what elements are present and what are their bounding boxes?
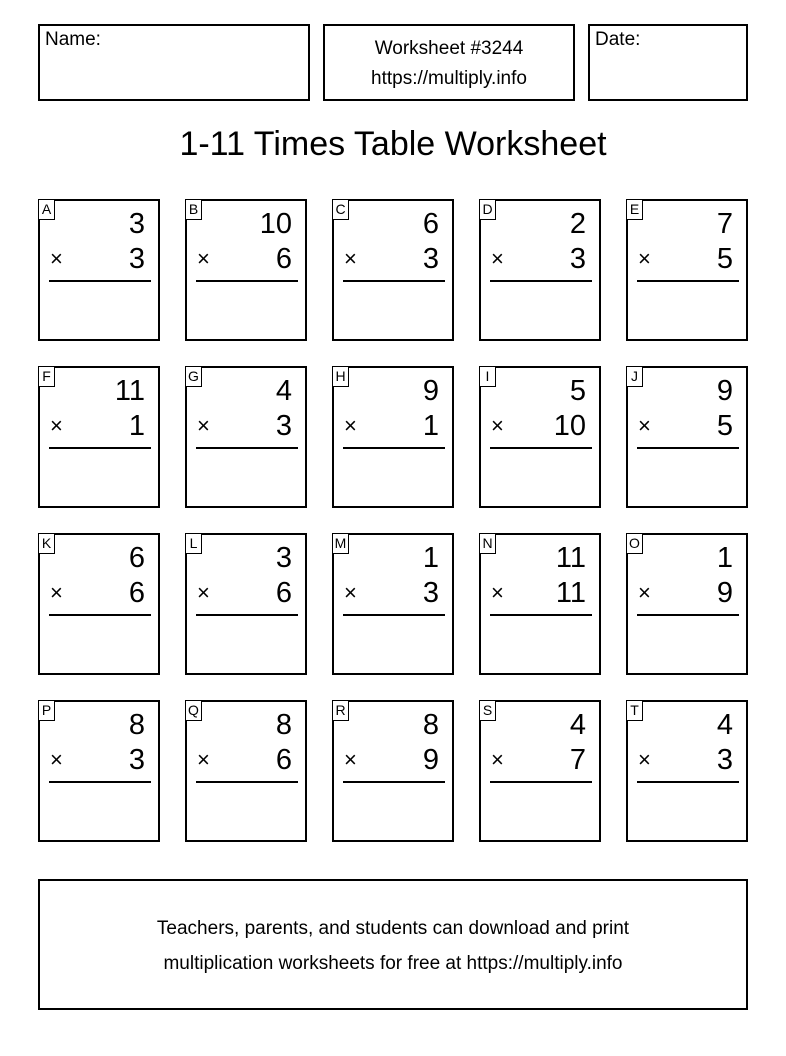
answer-line bbox=[343, 781, 445, 783]
problem-multiplicand: 4 bbox=[569, 709, 586, 741]
multiply-sign: × bbox=[197, 413, 210, 438]
date-label: Date: bbox=[595, 29, 641, 50]
problem-letter: S bbox=[479, 700, 496, 721]
problem-grid bbox=[38, 199, 750, 844]
multiply-sign: × bbox=[50, 747, 63, 772]
problem-multiplicand: 10 bbox=[259, 208, 292, 240]
answer-line bbox=[490, 614, 592, 616]
answer-line bbox=[49, 781, 151, 783]
problem-card bbox=[626, 366, 748, 508]
problem-multiplier: 6 bbox=[275, 744, 292, 776]
answer-line bbox=[343, 447, 445, 449]
problem-card bbox=[626, 700, 748, 842]
problem-multiplier: 3 bbox=[128, 744, 145, 776]
problem-letter: N bbox=[479, 533, 496, 554]
problem-multiplier: 1 bbox=[422, 410, 439, 442]
problem-multiplier: 7 bbox=[569, 744, 586, 776]
multiply-sign: × bbox=[197, 580, 210, 605]
problem-letter: P bbox=[38, 700, 55, 721]
problem-multiplicand: 6 bbox=[128, 542, 145, 574]
problem-multiplicand: 11 bbox=[555, 542, 586, 574]
answer-line bbox=[196, 280, 298, 282]
problem-multiplier: 9 bbox=[422, 744, 439, 776]
problem-letter: G bbox=[185, 366, 202, 387]
multiply-sign: × bbox=[638, 413, 651, 438]
footer-box bbox=[38, 879, 748, 1010]
problem-multiplicand: 11 bbox=[114, 375, 145, 407]
answer-line bbox=[490, 781, 592, 783]
problem-multiplier: 9 bbox=[716, 577, 733, 609]
problem-letter: H bbox=[332, 366, 349, 387]
problem-card bbox=[185, 533, 307, 675]
problem-multiplicand: 6 bbox=[422, 208, 439, 240]
problem-card bbox=[332, 199, 454, 341]
multiply-sign: × bbox=[197, 747, 210, 772]
problem-multiplicand: 8 bbox=[422, 709, 439, 741]
problem-multiplicand: 9 bbox=[422, 375, 439, 407]
name-label: Name: bbox=[45, 29, 101, 50]
problem-multiplier: 5 bbox=[716, 410, 733, 442]
problem-multiplier: 3 bbox=[716, 744, 733, 776]
problem-card bbox=[626, 533, 748, 675]
answer-line bbox=[343, 614, 445, 616]
multiply-sign: × bbox=[638, 246, 651, 271]
problem-multiplicand: 2 bbox=[569, 208, 586, 240]
problem-multiplier: 3 bbox=[275, 410, 292, 442]
problem-letter: I bbox=[479, 366, 496, 387]
multiply-sign: × bbox=[344, 413, 357, 438]
problem-card bbox=[479, 533, 601, 675]
multiply-sign: × bbox=[344, 580, 357, 605]
problem-letter: B bbox=[185, 199, 202, 220]
problem-multiplicand: 9 bbox=[716, 375, 733, 407]
problem-card bbox=[332, 700, 454, 842]
problem-letter: J bbox=[626, 366, 643, 387]
problem-letter: R bbox=[332, 700, 349, 721]
problem-letter: T bbox=[626, 700, 643, 721]
problem-card bbox=[38, 199, 160, 341]
problem-letter: E bbox=[626, 199, 643, 220]
problem-multiplicand: 3 bbox=[128, 208, 145, 240]
problem-letter: D bbox=[479, 199, 496, 220]
problem-card bbox=[626, 199, 748, 341]
problem-multiplicand: 1 bbox=[422, 542, 439, 574]
problem-card bbox=[38, 700, 160, 842]
problem-letter: Q bbox=[185, 700, 202, 721]
answer-line bbox=[637, 614, 739, 616]
problem-letter: O bbox=[626, 533, 643, 554]
worksheet-url: https://multiply.info bbox=[371, 68, 527, 89]
multiply-sign: × bbox=[197, 246, 210, 271]
problem-multiplier: 11 bbox=[555, 577, 586, 609]
footer-text-line-2: multiplication worksheets for free at https://multiply.info bbox=[163, 953, 623, 974]
multiply-sign: × bbox=[50, 413, 63, 438]
problem-card bbox=[38, 366, 160, 508]
problem-multiplier: 6 bbox=[275, 243, 292, 275]
problem-card bbox=[332, 366, 454, 508]
problem-multiplicand: 1 bbox=[716, 542, 733, 574]
problem-multiplier: 3 bbox=[422, 243, 439, 275]
multiply-sign: × bbox=[344, 747, 357, 772]
answer-line bbox=[490, 447, 592, 449]
problem-card bbox=[332, 533, 454, 675]
answer-line bbox=[637, 280, 739, 282]
problem-card bbox=[185, 700, 307, 842]
problem-card bbox=[479, 199, 601, 341]
problem-letter: F bbox=[38, 366, 55, 387]
answer-line bbox=[49, 280, 151, 282]
answer-line bbox=[196, 447, 298, 449]
answer-line bbox=[490, 280, 592, 282]
problem-multiplier: 6 bbox=[128, 577, 145, 609]
answer-line bbox=[343, 280, 445, 282]
multiply-sign: × bbox=[491, 246, 504, 271]
problem-letter: L bbox=[185, 533, 202, 554]
answer-line bbox=[49, 447, 151, 449]
problem-multiplicand: 7 bbox=[716, 208, 733, 240]
problem-multiplicand: 8 bbox=[128, 709, 145, 741]
problem-multiplicand: 8 bbox=[275, 709, 292, 741]
date-field-box bbox=[588, 24, 748, 101]
problem-card bbox=[38, 533, 160, 675]
answer-line bbox=[196, 614, 298, 616]
page-title: 1-11 Times Table Worksheet bbox=[179, 125, 607, 163]
problem-multiplicand: 5 bbox=[569, 375, 586, 407]
worksheet-number: Worksheet #3244 bbox=[374, 38, 524, 59]
multiply-sign: × bbox=[50, 580, 63, 605]
problem-card bbox=[479, 700, 601, 842]
name-field-box bbox=[38, 24, 310, 101]
problem-card bbox=[185, 199, 307, 341]
multiply-sign: × bbox=[50, 246, 63, 271]
problem-card bbox=[185, 366, 307, 508]
problem-multiplier: 5 bbox=[716, 243, 733, 275]
problem-letter: K bbox=[38, 533, 55, 554]
multiply-sign: × bbox=[491, 413, 504, 438]
problem-multiplier: 3 bbox=[422, 577, 439, 609]
answer-line bbox=[637, 781, 739, 783]
problem-multiplier: 3 bbox=[128, 243, 145, 275]
multiply-sign: × bbox=[344, 246, 357, 271]
problem-multiplicand: 4 bbox=[716, 709, 733, 741]
problem-card bbox=[479, 366, 601, 508]
problem-letter: A bbox=[38, 199, 55, 220]
answer-line bbox=[196, 781, 298, 783]
problem-letter: C bbox=[332, 199, 349, 220]
multiply-sign: × bbox=[491, 580, 504, 605]
multiply-sign: × bbox=[638, 747, 651, 772]
problem-multiplier: 10 bbox=[553, 410, 586, 442]
problem-multiplier: 1 bbox=[128, 410, 145, 442]
answer-line bbox=[49, 614, 151, 616]
problem-multiplicand: 4 bbox=[275, 375, 292, 407]
worksheet-info-box bbox=[323, 24, 575, 101]
footer-text-line-1: Teachers, parents, and students can download and print bbox=[156, 918, 630, 939]
problem-multiplicand: 3 bbox=[275, 542, 292, 574]
multiply-sign: × bbox=[638, 580, 651, 605]
multiply-sign: × bbox=[491, 747, 504, 772]
problem-multiplier: 3 bbox=[569, 243, 586, 275]
answer-line bbox=[637, 447, 739, 449]
problem-multiplier: 6 bbox=[275, 577, 292, 609]
problem-letter: M bbox=[332, 533, 349, 554]
